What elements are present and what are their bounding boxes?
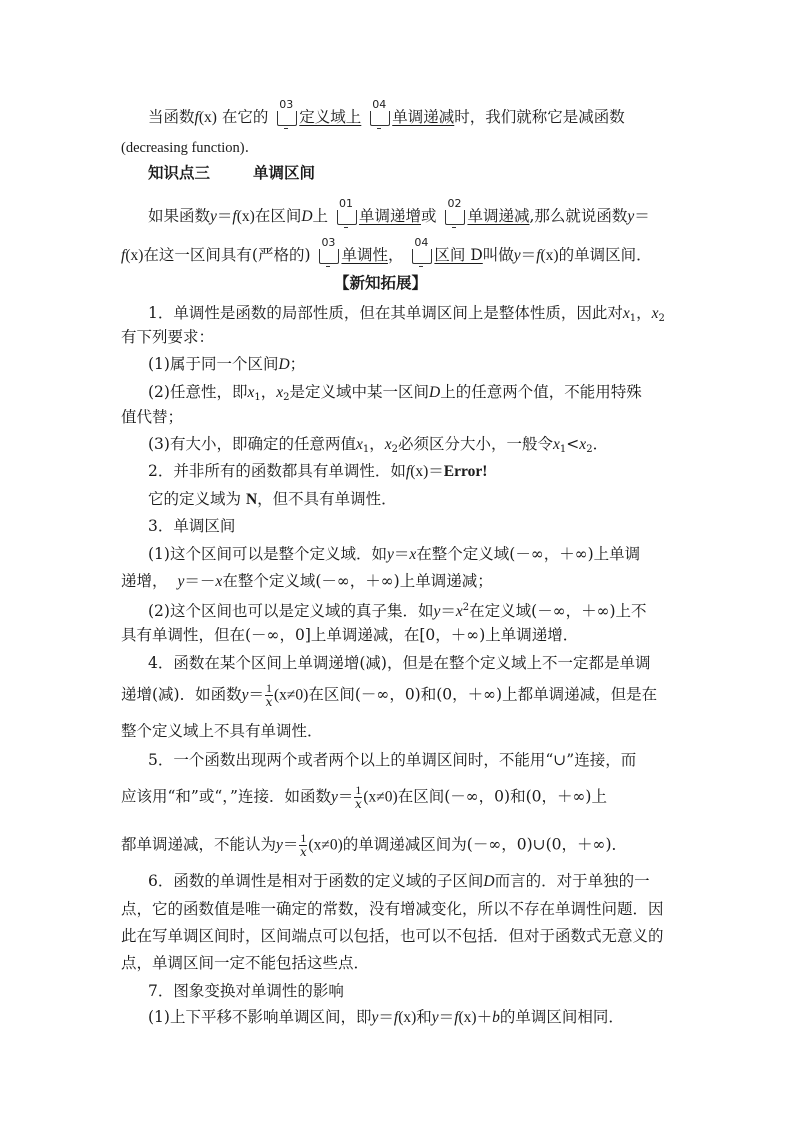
item1-line1: 1．单调性是函数的局部性质，但在其单调区间上是整体性质，因此对$x_1$，$x_2$ [148,304,665,324]
item6-line4: 点，单调区间一定不能包括这些点． [121,954,370,972]
section-title: 单调区间 [252,163,315,182]
decreasing-definition-line1 [148,98,625,131]
item6-line3: 此在写单调区间时，区间端点可以包括，也可以不包括．但对于函数式无意义的 [121,927,664,945]
decreasing-definition-line2: (decreasing function)． [121,140,260,156]
item1-sub1: (1)属于同一个区间D； [148,355,306,373]
answer-number-badge: 02 [443,200,465,230]
answer-text: 单调递减 [392,108,455,126]
item7-title: 7．图象变换对单调性的影响 [148,982,344,1000]
fraction: $\frac{1}{x}$ [265,681,273,709]
item5-line1: 5．一个函数出现两个或者两个以上的单调区间时，不能用“∪”连接，而 [148,751,637,769]
answer-number-badge: 03 [275,101,297,131]
section-heading [148,162,315,184]
item3-sub2-line1: (2)这个区间也可以是定义域的真子集．如$y=x^2$在定义域(－∞，＋∞)上不 [148,602,647,620]
math-f: f [194,109,199,126]
error-text: Error! [443,463,488,480]
answer-number-badge: 03 [317,239,339,269]
item3-sub1-line1: (1)这个区间可以是整个定义域．如y＝x在整个定义域(－∞，＋∞)上单调 [148,545,641,563]
answer-text: 单调性 [341,246,388,264]
item6-line1: 6．函数的单调性是相对于函数的定义域的子区间D而言的．对于单独的一 [148,872,650,890]
answer-number-badge: 04 [368,101,390,131]
item1-line2: 有下列要求： [121,328,215,346]
answer-text: 单调递增 [358,207,421,225]
interval-definition-line1: 如果函数y＝f(x)在区间D上 01 单调递增或 02 单调递减,那么就说函数y＝ [148,200,650,230]
item7-sub1: (1)上下平移不影响单调区间，即y＝f(x)和y＝f(x)＋b的单调区间相同． [148,1008,624,1026]
interval-definition-line2: f(x)在这一区间具有(严格的) 03 单调性， 04 区间 D叫做y＝f(x)的单调区间． [121,239,652,269]
fraction: $\frac{1}{x}$ [354,783,362,811]
item6-line2: 点，它的函数值是唯一确定的常数，没有增减变化，所以不存在单调性问题．因 [121,900,664,918]
answer-number-badge: 01 [335,200,357,230]
text: 时，我们就称它是减函数 [454,108,625,126]
item4-line2: 递增(减)．如函数y＝ $\frac{1}{x}$ (x≠0)在区间(－∞，0)和(0，＋∞)上都单调递减，但是在 [121,681,658,709]
expand-section-title: 【新知拓展】 [334,273,428,292]
item2-line2: 它的定义域为 N，但不具有单调性． [148,490,397,508]
answer-number-badge: 04 [410,239,432,269]
answer-text: 定义域上 [299,108,362,126]
item3-sub2-line2: 具有单调性，但在(－∞，0]上单调递减，在[0，＋∞)上单调递增． [121,626,579,644]
section-label: 知识点三 [148,163,211,182]
item1-sub2-cont: 值代替； [121,408,184,426]
fraction: $\frac{1}{x}$ [300,831,307,859]
item2-line1: 2．并非所有的函数都具有单调性．如f(x)＝Error! [148,462,488,480]
item5-line2: 应该用“和”或“，”连接．如函数y＝ $\frac{1}{x}$ (x≠0)在区间(－∞，0)和(0，＋∞)上 [121,783,607,811]
item3-sub1-line2: 递增， y＝－x在整个定义域(－∞，＋∞)上单调递减； [121,572,493,590]
item3-title: 3．单调区间 [148,517,236,535]
item1-sub3: (3)有大小，即确定的任意两值$x_1$，$x_2$必须区分大小，一般令$x_1<x_2$． [148,435,609,455]
item4-line3: 整个定义域上不具有单调性． [121,722,323,740]
item1-sub2: (2)任意性，即$x_1$，$x_2$是定义域中某一区间D上的任意两个值，不能用特殊 [148,383,642,403]
item4-line1: 4．函数在某个区间上单调递增(减)，但是在整个定义域上不一定都是单调 [148,654,651,672]
item5-line3: 都单调递减，不能认为y＝ $\frac{1}{x}$ (x≠0)的单调递减区间为(－∞，0)∪(0，＋∞)． [121,831,627,859]
answer-text: 区间 D [434,246,483,264]
answer-text: 单调递减 [467,207,530,225]
text: 在它的 [216,108,269,126]
math-x: (x) [198,109,217,126]
text: 当函数 [148,108,195,126]
